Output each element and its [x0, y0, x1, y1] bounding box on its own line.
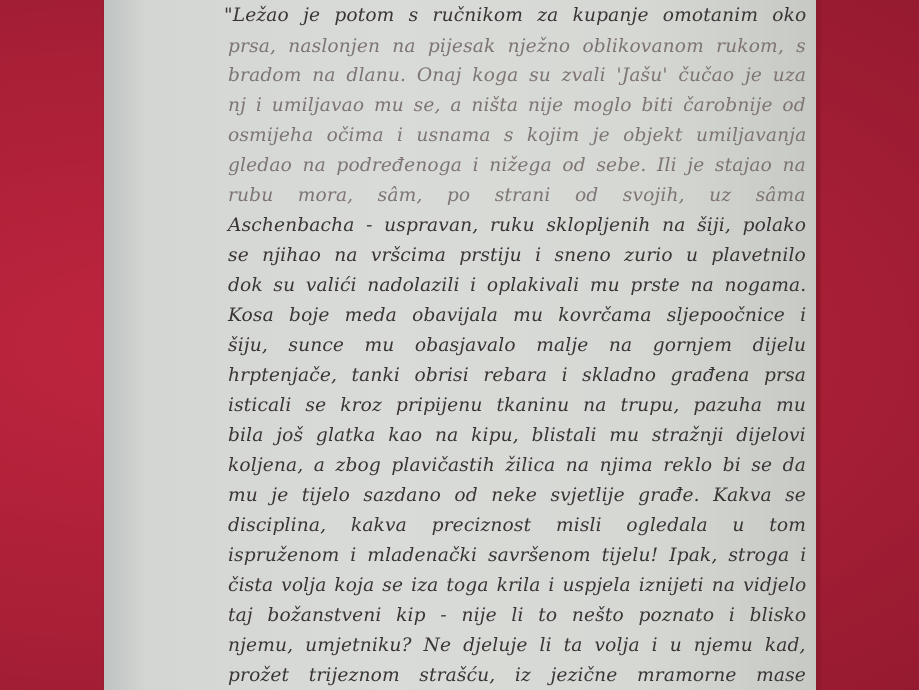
text-line-9: se njihao na vršcima prstiju i sneno zurio u plavetnilo — [228, 245, 806, 266]
text-line-6: gledao na podređenoga i nižega od sebe. Ili je stajao na — [228, 155, 806, 176]
text-line-16: koljena, a zbog plavičastih žilica na njima reklo bi se da — [228, 455, 806, 476]
text-line-7: rubu mora, sâm, po strani od svojih, uz sâma — [228, 185, 806, 206]
text-line-2: prsa, naslonjen na pijesak nježno oblikovanom rukom, s — [228, 36, 806, 57]
text-line-22: njemu, umjetniku? Ne djeluje li ta volja i u njemu kad, — [228, 635, 806, 656]
text-line-13: hrptenjače, tanki obrisi rebara i skladno građena prsa — [228, 365, 807, 386]
text-line-23: prožet trijeznom strašću, iz jezične mramorne mase — [228, 665, 806, 686]
text-line-8: Aschenbacha - uspravan, ruku sklopljenih na šiji, polako — [228, 215, 807, 236]
text-line-15: bila još glatka kao na kipu, blistali mu stražnji dijelovi — [228, 425, 806, 446]
text-line-12: šiju, sunce mu obasjavalo malje na gornjem dijelu — [228, 335, 807, 356]
text-line-3: bradom na dlanu. Onaj koga su zvali 'Jašu' čučao je uza — [228, 65, 807, 86]
text-line-11: Kosa boje meda obavijala mu kovrčama sljepoočnice i — [228, 305, 807, 326]
text-line-1: "Ležao je potom s ručnikom za kupanje omotanim oko — [224, 5, 807, 26]
text-line-14: isticali se kroz pripijenu tkaninu na trupu, pazuha mu — [228, 395, 806, 416]
text-line-10: dok su valići nadolazili i oplakivali mu prste na nogama. — [228, 275, 807, 296]
text-line-21: taj božanstveni kip - nije li to nešto poznato i blisko — [228, 605, 807, 626]
text-line-19: ispruženom i mladenački savršenom tijelu! Ipak, stroga i — [228, 545, 807, 566]
text-line-4: nj i umiljavao mu se, a ništa nije moglo biti čarobnije od — [228, 95, 806, 116]
page-edge-shadow — [816, 0, 820, 690]
text-line-17: mu je tijelo sazdano od neke svjetlije građe. Kakva se — [228, 485, 806, 506]
text-line-18: disciplina, kakva preciznost misli ogledala u tom — [228, 515, 807, 536]
text-line-20: čista volja koja se iza toga krila i uspjela iznijeti na vidjelo — [228, 575, 807, 596]
text-line-5: osmijeha očima i usnama s kojim je objekt umiljavanja — [228, 125, 807, 146]
